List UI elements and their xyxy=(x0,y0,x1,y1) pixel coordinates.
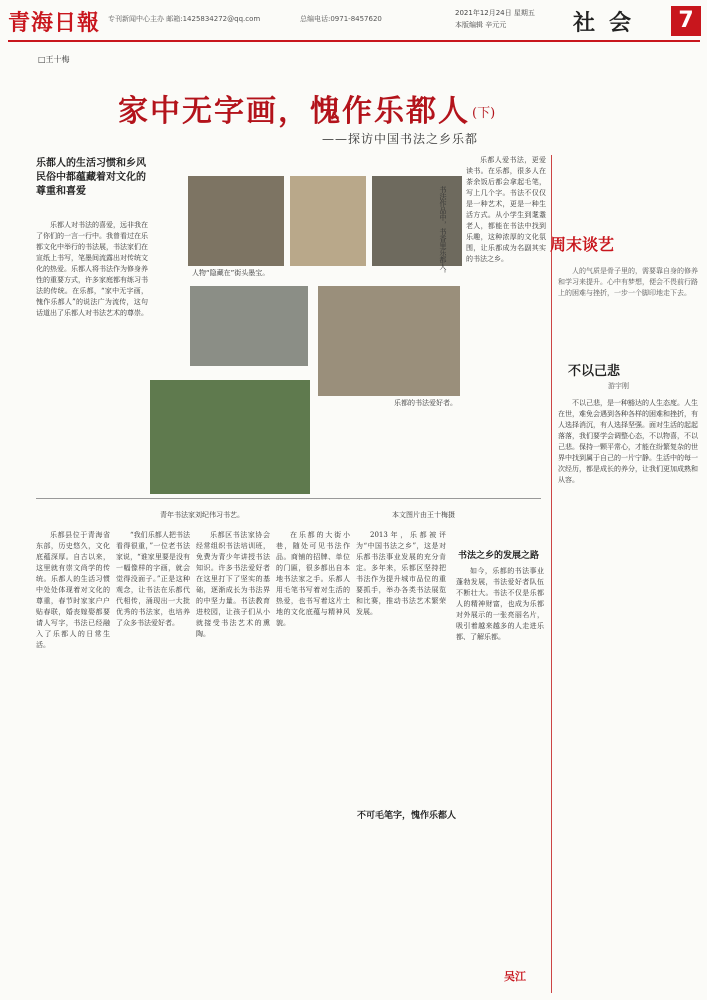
section-title: 社会 xyxy=(573,10,646,36)
page-number: 7 xyxy=(671,6,701,36)
body-column-1 xyxy=(36,220,148,495)
photo-classroom xyxy=(190,286,308,366)
body-text: 乐都县位于青海省东部，历史悠久，文化底蕴深厚。自古以来，这里就有崇文尚学的传统。乐都人的生活习惯中处处体现着对文化的尊重，春节时家家户户贴春联，婚丧嫁娶都要请人写字，书法已经融入了乐都人的日常生活。 xyxy=(36,531,110,649)
phone-info: 总编电话:0971-8457620 xyxy=(300,15,382,23)
body-column-5 xyxy=(196,530,270,990)
article-lead: 乐都人的生活习惯和乡风民俗中都蕴藏着对文化的尊重和喜爱 xyxy=(36,158,146,197)
section-heading-2: 不可毛笔字，愧作乐都人 xyxy=(357,811,457,821)
sidebar-title: 不以己悲 xyxy=(568,364,621,379)
masthead-rule xyxy=(8,40,700,42)
body-text: 2013年，乐都被评为“中国书法之乡”，这是对乐都书法事业发展的充分肯定。多年来，乐都区坚持把书法作为提升城市品位的重要抓手，举办各类书法展览和比赛，推动书法艺术繁荣发展。 xyxy=(356,531,446,616)
article-headline: 家中无字画，愧作乐都人 xyxy=(118,94,470,129)
body-column-7 xyxy=(356,530,446,800)
sidebar-intro xyxy=(558,266,698,346)
issue-date: 2021年12月24日 星期五 xyxy=(455,9,535,17)
section-divider xyxy=(36,498,541,499)
body-text: 在乐都的大街小巷，随处可见书法作品。商铺的招牌、单位的门匾，很多都出自本地书法家之手。乐都人用毛笔书写着对生活的热爱，也书写着这片土地的文化底蕴与精神风貌。 xyxy=(276,531,350,627)
sidebar-body xyxy=(558,398,698,988)
sidebar-author: 游宇刚 xyxy=(608,382,629,390)
newspaper-logo: 青海日報 xyxy=(8,10,101,36)
photo-calligrapher-portrait xyxy=(372,176,462,266)
body-column-4 xyxy=(116,530,190,990)
reporter-byline: □王十梅 xyxy=(38,55,70,64)
body-column-2 xyxy=(466,155,546,495)
editor-signature: 吴江 xyxy=(504,970,526,983)
photo-caption-4: 青年书法家刘纪伟习书艺。 xyxy=(160,511,244,519)
body-text: “我们乐都人把书法看得很重，”一位老书法家说，“谁家里要是没有一幅像样的字画，就会觉得没面子。”正是这种观念，让书法在乐都代代相传，涌现出一大批优秀的书法家，也培养了众多书法爱好者。 xyxy=(116,531,190,627)
column-logo: 周末谈艺 xyxy=(550,235,615,254)
photo-outdoor-statue xyxy=(150,380,310,494)
body-column-6 xyxy=(276,530,350,990)
section-heading-3: 书法之乡的发展之路 xyxy=(458,551,540,561)
body-text: 乐都人对书法的喜爱，远非我在了你们的一言一行中。我曾看过在乐都文化中举行的书法展，书法家们在宣纸上书写，笔墨间流露出对传统文化的热爱。乐都人将书法作为修身养性的重要方式，许多家庭都有练习书法的传统。在乐都，“家中无字画，愧作乐都人”的说法广为流传，这句话道出了乐都人对书法艺术的尊崇。 xyxy=(36,221,148,317)
body-text: 乐都人爱书法，更爱读书。在乐都，很多人在茶余饭后都会拿起毛笔，写上几个字。书法不仅仅是一种艺术，更是一种生活方式。从小学生到耄耋老人，都能在书法中找到乐趣，这种浓厚的文化氛围，让乐都成为名副其实的书法之乡。 xyxy=(466,156,546,263)
publisher-info: 专刊新闻中心主办 邮箱:1425834272@qq.com xyxy=(108,15,261,23)
editor-info: 本版编辑 辛元元 xyxy=(455,21,507,29)
sidebar-intro-text: 人的气质是骨子里的，需要靠自身的修养和学习来提升。心中有梦想，便会不畏前行路上的困难与挫折，一步一个脚印地走下去。 xyxy=(558,267,698,297)
photo-elder-writing xyxy=(318,286,460,396)
body-text: 如今，乐都的书法事业蓬勃发展，书法爱好者队伍不断壮大。书法不仅是乐都人的精神财富，也成为乐都对外展示的一张亮丽名片，吸引着越来越多的人走进乐都、了解乐都。 xyxy=(456,567,544,641)
photo-credit: 本文图片由王十梅摄 xyxy=(392,511,455,519)
photo-caption-1: 人物“隐藏在”街头墨宝。 xyxy=(192,269,270,277)
photo-caption-2: 书法作品中，书香里乐都人。 xyxy=(439,186,447,277)
body-column-3 xyxy=(36,530,110,990)
column-divider xyxy=(551,155,552,993)
sidebar-body-text: 不以己悲，是一种豁达的人生态度。人生在世，难免会遇到各种各样的困难和挫折，有人选择消沉，有人选择坚强。面对生活的起起落落，我们要学会调整心态，不以物喜，不以己悲。保持一颗平常心，才能在纷繁复杂的世界中找到属于自己的一片宁静。生活中的每一次经历，都是成长的养分，让我们更加成熟和从容。 xyxy=(558,399,698,484)
masthead xyxy=(0,0,707,44)
headline-part-marker: (下) xyxy=(472,106,496,121)
photo-child-writing xyxy=(290,176,366,266)
body-column-8 xyxy=(456,566,544,956)
body-text: 乐都区书法家协会经常组织书法培训班，免费为青少年讲授书法知识。许多书法爱好者在这里打下了坚实的基础，逐渐成长为书法界的中坚力量。书法教育进校园，让孩子们从小就接受书法艺术的熏陶。 xyxy=(196,531,270,638)
photo-caption-3: 乐都的书法爱好者。 xyxy=(394,399,457,407)
photo-calligraphy-hall xyxy=(188,176,284,266)
article-subhead: ——探访中国书法之乡乐都 xyxy=(322,132,479,146)
